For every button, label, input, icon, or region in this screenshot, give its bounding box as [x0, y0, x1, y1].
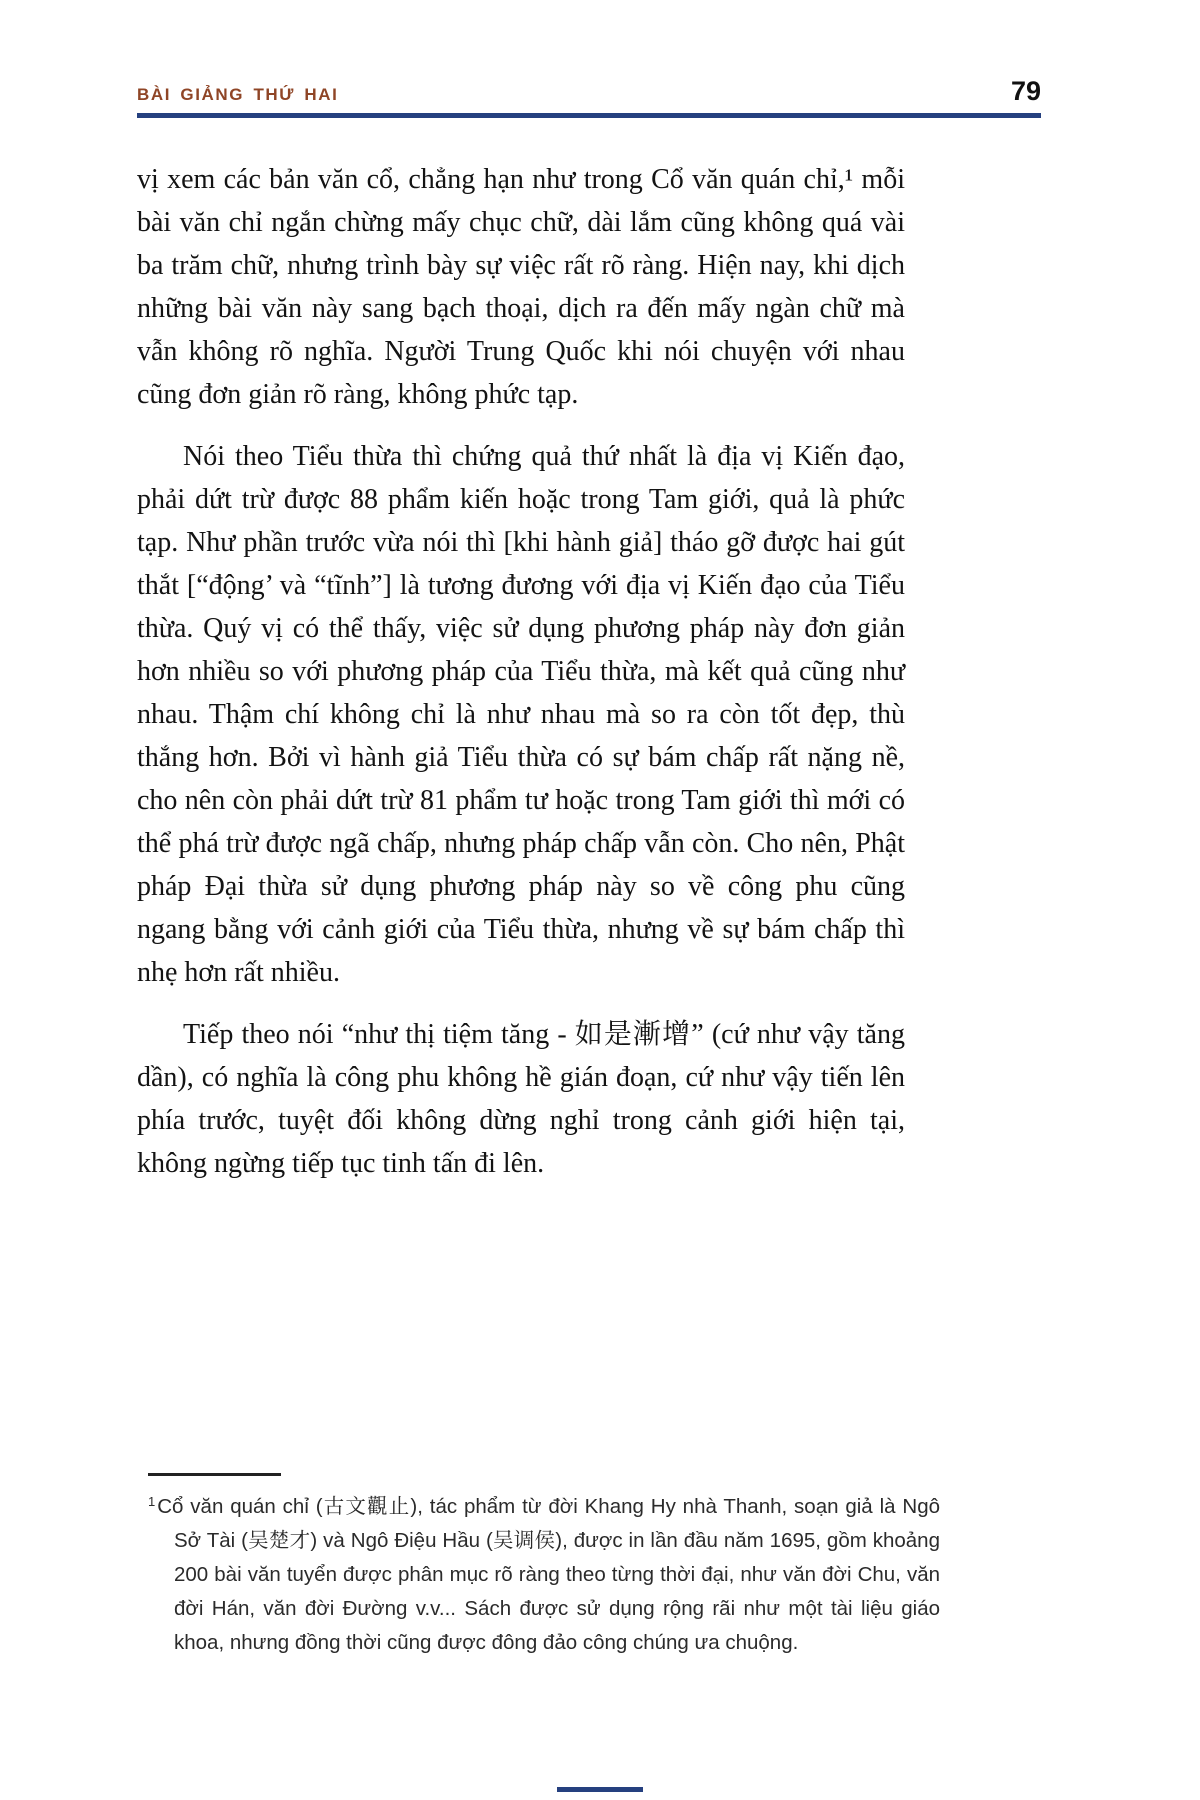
header-rule	[137, 113, 1041, 118]
paragraph-2: Nói theo Tiểu thừa thì chứng quả thứ nhất là địa vị Kiến đạo, phải dứt trừ được 88 phẩm kiến hoặc trong Tam giới, quả là phức tạp. Như phần trước vừa nói thì [khi hành giả] tháo gỡ được hai gút thắt [“động’ và “tĩnh”] là tương đương với địa vị Kiến đạo của Tiểu thừa. Quý vị có thể thấy, việc sử dụng phương pháp này đơn giản hơn nhiều so với phương pháp của Tiểu thừa, mà kết quả cũng như nhau. Thậm chí không chỉ là như nhau mà so ra còn tốt đẹp, thù thắng hơn. Bởi vì hành giả Tiểu thừa có sự bám chấp rất nặng nề, cho nên còn phải dứt trừ 81 phẩm tư hoặc trong Tam giới thì mới có thể phá trừ được ngã chấp, nhưng pháp chấp vẫn còn. Cho nên, Phật pháp Đại thừa sử dụng phương pháp này so về công phu cũng ngang bằng với cảnh giới của Tiểu thừa, nhưng về sự bám chấp thì nhẹ hơn rất nhiều.	[137, 441, 905, 988]
footnote-text: Cổ văn quán chỉ (古文觀止), tác phẩm từ đời Khang Hy nhà Thanh, soạn giả là Ngô Sở Tài (吴楚才) và Ngô Điệu Hầu (吴调侯), được in lần đầu năm 1695, gồm khoảng 200 bài văn tuyển được phân mục rõ ràng theo từng thời đại, như văn đời Chu, văn đời Hán, văn đời Đường v.v... Sách được sử dụng rộng rãi như một tài liệu giáo khoa, nhưng đồng thời cũng được đông đảo công chúng ưa chuộng.	[157, 1495, 940, 1654]
footnote-separator-rule	[148, 1473, 281, 1476]
page-number: 79	[1010, 76, 1041, 106]
footer-decoration-mark	[557, 1787, 643, 1792]
body-text	[137, 158, 905, 1204]
running-header-title: BÀI GIẢNG THỨ HAI	[137, 85, 339, 104]
paragraph-1: vị xem các bản văn cổ, chẳng hạn như trong Cổ văn quán chỉ,¹ mỗi bài văn chỉ ngắn chừng mấy chục chữ, dài lắm cũng không quá vài ba trăm chữ, nhưng trình bày sự việc rất rõ ràng. Hiện nay, khi dịch những bài văn này sang bạch thoại, dịch ra đến mấy ngàn chữ mà vẫn không rõ nghĩa. Người Trung Quốc khi nói chuyện với nhau cũng đơn giản rõ ràng, không phức tạp.	[137, 164, 905, 410]
paragraph-3: Tiếp theo nói “như thị tiệm tăng - 如是漸增” (cứ như vậy tăng dần), có nghĩa là công phu không hề gián đoạn, cứ như vậy tiến lên phía trước, tuyệt đối không dừng nghỉ trong cảnh giới hiện tại, không ngừng tiếp tục tinh tấn đi lên.	[137, 1019, 905, 1179]
footnote-marker: 1	[148, 1494, 156, 1509]
footnote	[148, 1490, 940, 1660]
page-header	[137, 78, 1041, 118]
